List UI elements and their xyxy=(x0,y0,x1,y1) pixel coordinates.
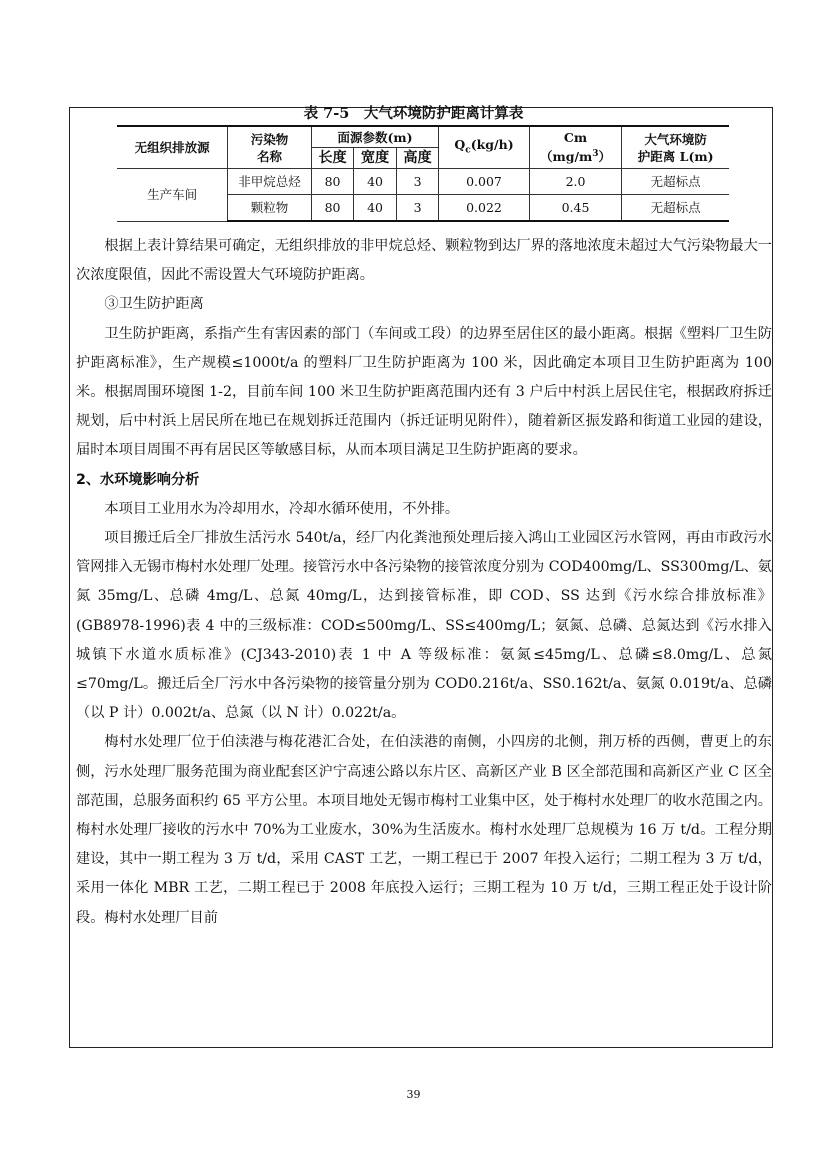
cell-cm: 0.45 xyxy=(529,195,622,222)
cell-pollutant: 颗粒物 xyxy=(228,195,312,222)
cell-height: 3 xyxy=(396,169,438,195)
header-cm: Cm $(mg/m^3)$ xyxy=(529,126,622,169)
header-source: 无组织排放源 xyxy=(117,126,228,169)
cell-cm: 2.0 xyxy=(529,169,622,195)
cell-width: 40 xyxy=(354,169,397,195)
table-caption: 表 7-5 大气环境防护距离计算表 xyxy=(303,105,524,122)
paragraph-wastewater: 项目搬迁后全厂排放生活污水 540t/a，经厂内化粪池预处理后接入鸿山工业园区污水管网，再由市政污水管网排入无锡市梅村水处理厂处理。接管污水中各污染物的接管浓度分别为 COD400mg/L、SS300mg/L、氨氮 35mg/L、总磷 4mg/L、总氮 40mg/L，达到接管标准，即 COD、SS 达到《污水综合排放标准》(GB8978-1996)表 4 中的三级标准：COD≤500mg/L、SS≤400mg/L；氨氮、总磷、总氮达到《污水排入城镇下水道水质标准》(CJ343-2010)表 1 中 A 等级标准：氨氮≤45mg/L、总磷≤8.0mg/L、总氮≤70mg/L。搬迁后全厂污水中各污染物的接管量分别为 COD0.216t/a、SS0.162t/a、氨氮 0.019t/a、总磷（以 P 计）0.002t/a、总氮（以 N 计）0.022t/a。 xyxy=(76,530,772,722)
cell-length: 80 xyxy=(311,169,354,195)
header-pollutant: 污染物 名称 xyxy=(228,126,312,169)
cell-distance: 无超标点 xyxy=(622,169,729,195)
cell-pollutant: 非甲烷总烃 xyxy=(228,169,312,195)
paragraph-health-distance: 卫生防护距离，系指产生有害因素的部门（车间或工段）的边界至居住区的最小距离。根据《塑料厂卫生防护距离标准》，生产规模≤1000t/a 的塑料厂卫生防护距离为 100 米，因此确定本项目卫生防护距离为 100 米。根据周围环境图 1-2，目前车间 100 米卫生防护距离范围内还有 3 户后中村浜上居民住宅，根据政府拆迁规划，后中村浜上居民所在地已在规划拆迁范围内（拆迁证明见附件），随着新区振发路和街道工业园的建设，届时本项目周围不再有居民区等敏感目标，从而本项目满足卫生防护距离的要求。 xyxy=(76,325,772,459)
cell-length: 80 xyxy=(311,195,354,222)
cell-qc: 0.007 xyxy=(439,169,529,195)
calc-table xyxy=(117,125,729,222)
header-length: 长度 xyxy=(311,148,354,169)
cell-distance: 无超标点 xyxy=(622,195,729,222)
header-width: 宽度 xyxy=(354,148,397,169)
cell-qc: 0.022 xyxy=(439,195,529,222)
subheading-health-distance: ③卫生防护距离 xyxy=(104,296,204,313)
cell-height: 3 xyxy=(396,195,438,222)
body-text xyxy=(76,232,772,933)
section-heading-water: 2、水环境影响分析 xyxy=(76,471,200,488)
paragraph-water-use: 本项目工业用水为冷却用水，冷却水循环使用，不外排。 xyxy=(104,500,460,517)
header-qc: $Q_c(kg/h)$ xyxy=(439,126,529,169)
paragraph-conclusion: 根据上表计算结果可确定，无组织排放的非甲烷总烃、颗粒物到达厂界的落地浓度未超过大气污染物最大一次浓度限值，因此不需设置大气环境防护距离。 xyxy=(76,238,772,284)
paragraph-treatment-plant: 梅村水处理厂位于伯渎港与梅花港汇合处，在伯渎港的南侧，小四房的北侧，荆万桥的西侧，曹更上的东侧，污水处理厂服务范围为商业配套区沪宁高速公路以东片区、高新区产业 B 区全部范围和高新区产业 C 区全部范围，总服务面积约 65 平方公里。本项目地处无锡市梅村工业集中区，处于梅村水处理厂的收水范围之内。梅村水处理厂接收的污水中 70%为工业废水，30%为生活废水。梅村水处理厂总规模为 16 万 t/d。工程分期建设，其中一期工程为 3 万 t/d，采用 CAST 工艺，一期工程已于 2007 年投入运行；二期工程为 3 万 t/d，采用一体化 MBR 工艺，二期工程已于 2008 年底投入运行；三期工程为 10 万 t/d，三期工程正处于设计阶段。梅村水处理厂目前 xyxy=(76,734,772,926)
cell-width: 40 xyxy=(354,195,397,222)
header-height: 高度 xyxy=(396,148,438,169)
header-area-params: 面源参数(m) xyxy=(311,126,438,148)
cell-source: 生产车间 xyxy=(117,169,228,222)
page-number: 39 xyxy=(406,1088,421,1101)
header-distance: 大气环境防 护距离 L(m) xyxy=(622,126,729,169)
